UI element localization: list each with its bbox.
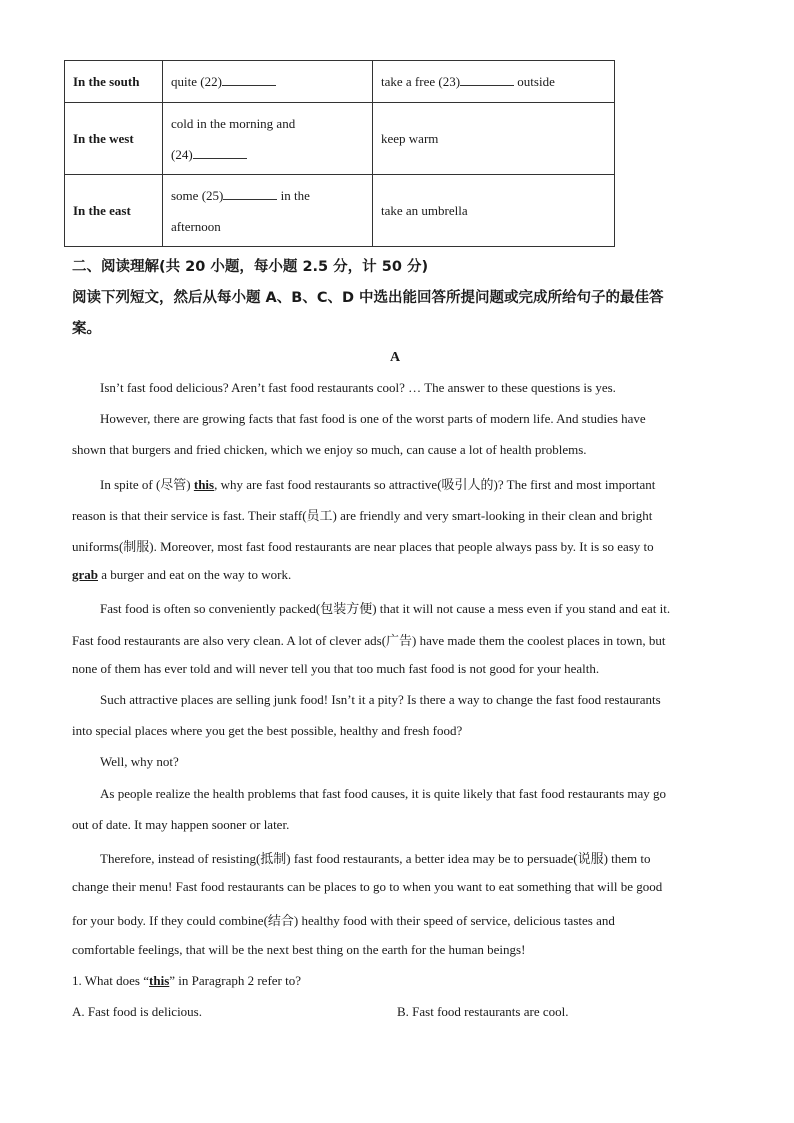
passage-line: into special places where you get the best possible, healthy and fresh food? bbox=[72, 723, 463, 738]
cell-text: cold in the morning and bbox=[171, 115, 296, 131]
advice-cell: take an umbrella bbox=[373, 175, 615, 247]
question-text: ” in Paragraph 2 refer to? bbox=[169, 973, 302, 988]
cell-text: (24) bbox=[171, 146, 193, 162]
table-row bbox=[65, 103, 615, 175]
description-cell bbox=[163, 175, 373, 247]
passage-line: comfortable feelings, that will be the next best thing on the earth for the human beings! bbox=[72, 942, 526, 957]
table-row bbox=[65, 61, 615, 103]
passage-line: However, there are growing facts that fast food is one of the worst parts of modern life. And studies have bbox=[100, 411, 646, 426]
cell-text: some (25) bbox=[171, 187, 224, 203]
region-cell: In the south bbox=[65, 61, 163, 103]
passage-line: Isn’t fast food delicious? Aren’t fast food restaurants cool? … The answer to these questions is yes. bbox=[100, 380, 616, 395]
cell-text: quite (22) bbox=[171, 74, 222, 89]
passage-line: shown that burgers and fried chicken, which we enjoy so much, can cause a lot of health problems. bbox=[72, 442, 587, 457]
passage-line: Well, why not? bbox=[100, 754, 179, 769]
region-cell: In the east bbox=[65, 175, 163, 247]
passage-line: change their menu! Fast food restaurants can be places to go to when you want to eat something that will be good bbox=[72, 879, 663, 894]
answer-blank[interactable] bbox=[193, 157, 247, 159]
weather-table bbox=[64, 60, 615, 247]
cell-text: in the bbox=[277, 187, 310, 203]
answer-blank[interactable] bbox=[223, 198, 277, 200]
passage-line: Therefore, instead of resisting(抵制) fast food restaurants, a better idea may be to persuade(说服) them to bbox=[100, 851, 651, 866]
description-cell bbox=[163, 103, 373, 175]
passage-line bbox=[100, 474, 655, 493]
section-instruction: 阅读下列短文，然后从每小题 A、B、C、D 中选出能回答所提问题或完成所给句子的最佳答 bbox=[72, 290, 664, 306]
description-cell bbox=[163, 61, 373, 103]
line-text: a burger and eat on the way to work. bbox=[98, 567, 292, 582]
advice-cell bbox=[373, 61, 615, 103]
passage-title: A bbox=[390, 350, 401, 365]
underlined-word: grab bbox=[72, 567, 98, 582]
passage-line: out of date. It may happen sooner or later. bbox=[72, 817, 290, 832]
passage-line: Such attractive places are selling junk food! Isn’t it a pity? Is there a way to change the fast food restaurants bbox=[100, 692, 661, 707]
underlined-word: this bbox=[193, 477, 215, 492]
passage-line: As people realize the health problems that fast food causes, it is quite likely that fast food restaurants may go bbox=[100, 786, 667, 801]
line-text: , why are fast food restaurants so attractive(吸引人的)? The first and most important bbox=[214, 477, 656, 492]
underlined-word: this bbox=[149, 973, 170, 988]
passage-line: uniforms(制服). Moreover, most fast food restaurants are near places that people always pass by. It is so easy to bbox=[72, 539, 654, 554]
advice-cell: keep warm bbox=[373, 103, 615, 175]
answer-blank[interactable] bbox=[222, 84, 276, 86]
cell-text: outside bbox=[514, 73, 555, 89]
section-instruction: 案。 bbox=[72, 321, 101, 337]
passage-line bbox=[72, 567, 291, 583]
passage-line: Fast food is often so conveniently packed(包装方便) that it will not cause a mess even if you stand and eat it. bbox=[100, 601, 671, 616]
cell-text: take a free (23) bbox=[381, 73, 461, 89]
region-cell: In the west bbox=[65, 103, 163, 175]
question-1 bbox=[72, 973, 301, 989]
line-text: In spite of (尽管) bbox=[100, 477, 194, 492]
option-a[interactable]: A. Fast food is delicious. bbox=[72, 1004, 202, 1019]
section-heading: 二、阅读理解(共 20 小题，每小题 2.5 分，计 50 分) bbox=[72, 259, 429, 275]
passage-line: reason is that their service is fast. Their staff(员工) are friendly and very smart-looking in their clean and bright bbox=[72, 508, 653, 523]
option-b[interactable]: B. Fast food restaurants are cool. bbox=[397, 1004, 569, 1019]
passage-line: for your body. If they could combine(结合) healthy food with their speed of service, delicious tastes and bbox=[72, 913, 615, 928]
question-text: 1. What does “ bbox=[72, 973, 150, 988]
passage-line: Fast food restaurants are also very clean. A lot of clever ads(广告) have made them the coolest places in town, but bbox=[72, 633, 666, 648]
answer-blank[interactable] bbox=[460, 84, 514, 86]
cell-text: afternoon bbox=[171, 218, 221, 234]
table-row bbox=[65, 175, 615, 247]
passage-line: none of them has ever told and will never tell you that too much fast food is not good for your health. bbox=[72, 661, 600, 676]
